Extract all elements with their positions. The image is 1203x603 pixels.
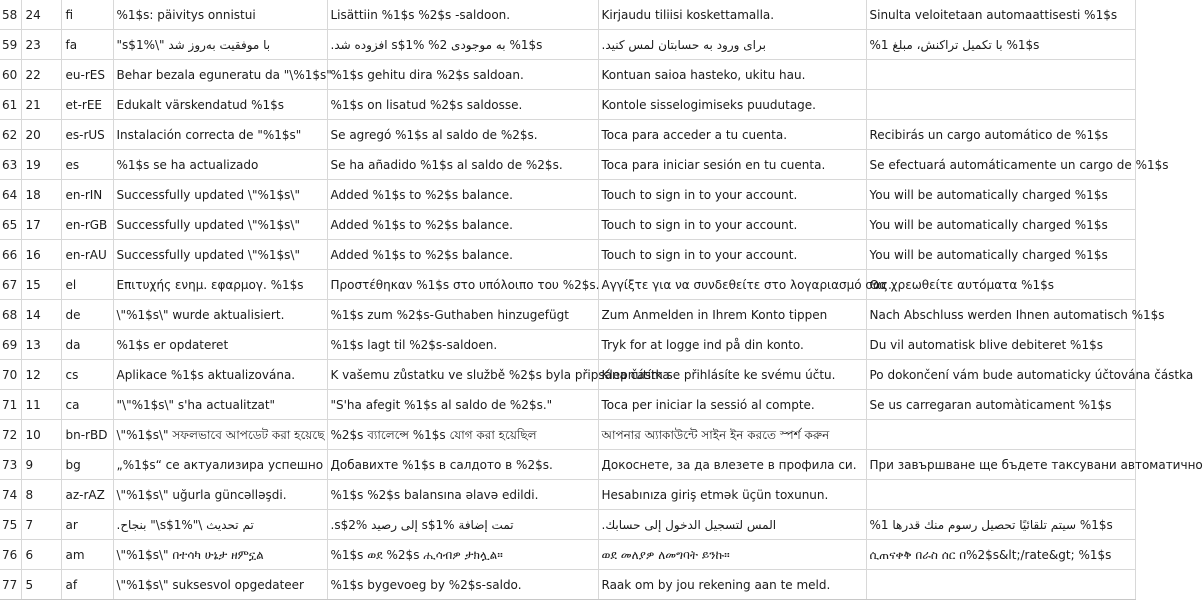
auto-charge-string-cell[interactable]: You will be automatically charged %1$s [866, 180, 1135, 210]
auto-charge-string-cell[interactable] [866, 570, 1135, 600]
sign-in-string-cell[interactable]: Klepnutím se přihlásíte ke svému účtu. [598, 360, 866, 390]
sign-in-string-cell[interactable]: Kirjaudu tiliisi koskettamalla. [598, 0, 866, 30]
id-cell[interactable]: 16 [21, 240, 61, 270]
auto-charge-string-cell[interactable]: При завършване ще бъдете таксувани автоматично [866, 450, 1135, 480]
id-cell[interactable]: 17 [21, 210, 61, 240]
id-cell[interactable]: 14 [21, 300, 61, 330]
update-success-string-cell[interactable]: Successfully updated \"%1$s\" [113, 180, 327, 210]
auto-charge-string-cell[interactable] [866, 420, 1135, 450]
table-row[interactable] [0, 120, 1135, 150]
locale-cell[interactable]: ar [61, 510, 113, 540]
id-cell[interactable]: 18 [21, 180, 61, 210]
balance-added-string-cell[interactable]: Se agregó %1$s al saldo de %2$s. [327, 120, 598, 150]
row-number-cell[interactable]: 70 [0, 360, 21, 390]
auto-charge-string-cell[interactable]: Nach Abschluss werden Ihnen automatisch %1$s [866, 300, 1135, 330]
update-success-string-cell[interactable]: با موفقیت به‌روز شد "\%1$s" [113, 30, 327, 60]
id-cell[interactable]: 6 [21, 540, 61, 570]
sign-in-string-cell[interactable]: Toca para iniciar sesión en tu cuenta. [598, 150, 866, 180]
row-number-cell[interactable]: 71 [0, 390, 21, 420]
row-number-cell[interactable]: 74 [0, 480, 21, 510]
table-row[interactable] [0, 270, 1135, 300]
update-success-string-cell[interactable]: Aplikace %1$s aktualizována. [113, 360, 327, 390]
balance-added-string-cell[interactable]: %1$s به موجودی 2% %1$s افزوده شد. [327, 30, 598, 60]
locale-cell[interactable]: eu-rES [61, 60, 113, 90]
auto-charge-string-cell[interactable]: Se us carregaran automàticament %1$s [866, 390, 1135, 420]
locale-cell[interactable]: el [61, 270, 113, 300]
locale-cell[interactable]: am [61, 540, 113, 570]
auto-charge-string-cell[interactable]: Po dokončení vám bude automaticky účtována částka [866, 360, 1135, 390]
table-row[interactable] [0, 420, 1135, 450]
balance-added-string-cell[interactable]: تمت إضافة %1$s إلى رصيد %2$s. [327, 510, 598, 540]
update-success-string-cell[interactable]: \"%1$s\" uğurla güncəlləşdi. [113, 480, 327, 510]
balance-added-string-cell[interactable]: Se ha añadido %1$s al saldo de %2$s. [327, 150, 598, 180]
balance-added-string-cell[interactable]: %1$s zum %2$s-Guthaben hinzugefügt [327, 300, 598, 330]
table-row[interactable] [0, 330, 1135, 360]
id-cell[interactable]: 13 [21, 330, 61, 360]
auto-charge-string-cell[interactable] [866, 480, 1135, 510]
auto-charge-string-cell[interactable]: Recibirás un cargo automático de %1$s [866, 120, 1135, 150]
locale-cell[interactable]: fi [61, 0, 113, 30]
id-cell[interactable]: 21 [21, 90, 61, 120]
locale-cell[interactable]: de [61, 300, 113, 330]
sign-in-string-cell[interactable]: Raak om by jou rekening aan te meld. [598, 570, 866, 600]
table-row[interactable] [0, 540, 1135, 570]
update-success-string-cell[interactable]: %1$s: päivitys onnistui [113, 0, 327, 30]
row-number-cell[interactable]: 77 [0, 570, 21, 600]
balance-added-string-cell[interactable]: Lisättiin %1$s %2$s -saldoon. [327, 0, 598, 30]
update-success-string-cell[interactable]: Instalación correcta de "%1$s" [113, 120, 327, 150]
row-number-cell[interactable]: 73 [0, 450, 21, 480]
id-cell[interactable]: 7 [21, 510, 61, 540]
row-number-cell[interactable]: 61 [0, 90, 21, 120]
locale-cell[interactable]: en-rAU [61, 240, 113, 270]
table-row[interactable] [0, 0, 1135, 30]
locale-cell[interactable]: bn-rBD [61, 420, 113, 450]
locale-cell[interactable]: es-rUS [61, 120, 113, 150]
balance-added-string-cell[interactable]: Προστέθηκαν %1$s στο υπόλοιπο του %2$s. [327, 270, 598, 300]
auto-charge-string-cell[interactable] [866, 60, 1135, 90]
id-cell[interactable]: 9 [21, 450, 61, 480]
sign-in-string-cell[interactable]: Touch to sign in to your account. [598, 180, 866, 210]
table-row[interactable] [0, 150, 1135, 180]
id-cell[interactable]: 11 [21, 390, 61, 420]
row-number-cell[interactable]: 58 [0, 0, 21, 30]
update-success-string-cell[interactable]: Successfully updated \"%1$s\" [113, 240, 327, 270]
locale-cell[interactable]: da [61, 330, 113, 360]
balance-added-string-cell[interactable]: "S'ha afegit %1$s al saldo de %2$s." [327, 390, 598, 420]
sign-in-string-cell[interactable]: ወደ መለያዎ ለመግባት ይንኩ። [598, 540, 866, 570]
id-cell[interactable]: 10 [21, 420, 61, 450]
table-row[interactable] [0, 300, 1135, 330]
sign-in-string-cell[interactable]: Touch to sign in to your account. [598, 210, 866, 240]
row-number-cell[interactable]: 66 [0, 240, 21, 270]
balance-added-string-cell[interactable]: %2$s ব্যালেন্সে %1$s যোগ করা হয়েছিল [327, 420, 598, 450]
update-success-string-cell[interactable]: \"%1$s\" wurde aktualisiert. [113, 300, 327, 330]
balance-added-string-cell[interactable]: %1$s ወደ %2$s ሒሳብዎ ታክሏል። [327, 540, 598, 570]
auto-charge-string-cell[interactable]: %1$s با تکمیل تراکنش، مبلغ 1% [866, 30, 1135, 60]
balance-added-string-cell[interactable]: Добавихте %1$s в салдото в %2$s. [327, 450, 598, 480]
table-row[interactable] [0, 510, 1135, 540]
auto-charge-string-cell[interactable] [866, 90, 1135, 120]
id-cell[interactable]: 15 [21, 270, 61, 300]
update-success-string-cell[interactable]: \"%1$s\" suksesvol opgedateer [113, 570, 327, 600]
sign-in-string-cell[interactable]: Докоснете, за да влезете в профила си. [598, 450, 866, 480]
sign-in-string-cell[interactable]: Zum Anmelden in Ihrem Konto tippen [598, 300, 866, 330]
locale-cell[interactable]: az-rAZ [61, 480, 113, 510]
locale-cell[interactable]: et-rEE [61, 90, 113, 120]
update-success-string-cell[interactable]: "\"%1$s\" s'ha actualitzat" [113, 390, 327, 420]
update-success-string-cell[interactable]: Edukalt värskendatud %1$s [113, 90, 327, 120]
table-row[interactable] [0, 30, 1135, 60]
auto-charge-string-cell[interactable]: Du vil automatisk blive debiteret %1$s [866, 330, 1135, 360]
sign-in-string-cell[interactable]: Kontuan saioa hasteko, ukitu hau. [598, 60, 866, 90]
locale-cell[interactable]: cs [61, 360, 113, 390]
balance-added-string-cell[interactable]: %1$s bygevoeg by %2$s-saldo. [327, 570, 598, 600]
table-row[interactable] [0, 210, 1135, 240]
auto-charge-string-cell[interactable]: Θα χρεωθείτε αυτόματα %1$s [866, 270, 1135, 300]
id-cell[interactable]: 24 [21, 0, 61, 30]
id-cell[interactable]: 20 [21, 120, 61, 150]
sign-in-string-cell[interactable]: Tryk for at logge ind på din konto. [598, 330, 866, 360]
auto-charge-string-cell[interactable]: You will be automatically charged %1$s [866, 210, 1135, 240]
auto-charge-string-cell[interactable]: Sinulta veloitetaan automaattisesti %1$s [866, 0, 1135, 30]
balance-added-string-cell[interactable]: %1$s %2$s balansına əlavə edildi. [327, 480, 598, 510]
sign-in-string-cell[interactable]: Toca per iniciar la sessió al compte. [598, 390, 866, 420]
row-number-cell[interactable]: 68 [0, 300, 21, 330]
sign-in-string-cell[interactable]: Touch to sign in to your account. [598, 240, 866, 270]
row-number-cell[interactable]: 75 [0, 510, 21, 540]
locale-cell[interactable]: es [61, 150, 113, 180]
balance-added-string-cell[interactable]: Added %1$s to %2$s balance. [327, 180, 598, 210]
sign-in-string-cell[interactable]: برای ورود به حسابتان لمس کنید. [598, 30, 866, 60]
update-success-string-cell[interactable]: %1$s se ha actualizado [113, 150, 327, 180]
update-success-string-cell[interactable]: „%1$s“ се актуализира успешно [113, 450, 327, 480]
table-row[interactable] [0, 480, 1135, 510]
balance-added-string-cell[interactable]: K vašemu zůstatku ve službě %2$s byla připsána částka [327, 360, 598, 390]
sign-in-string-cell[interactable]: Αγγίξτε για να συνδεθείτε στο λογαριασμό σας. [598, 270, 866, 300]
row-number-cell[interactable]: 72 [0, 420, 21, 450]
id-cell[interactable]: 8 [21, 480, 61, 510]
balance-added-string-cell[interactable]: %1$s on lisatud %2$s saldosse. [327, 90, 598, 120]
table-row[interactable] [0, 360, 1135, 390]
update-success-string-cell[interactable]: %1$s er opdateret [113, 330, 327, 360]
id-cell[interactable]: 5 [21, 570, 61, 600]
locale-cell[interactable]: fa [61, 30, 113, 60]
update-success-string-cell[interactable]: Successfully updated \"%1$s\" [113, 210, 327, 240]
row-number-cell[interactable]: 64 [0, 180, 21, 210]
sign-in-string-cell[interactable]: Kontole sisselogimiseks puudutage. [598, 90, 866, 120]
sign-in-string-cell[interactable]: المس لتسجيل الدخول إلى حسابك. [598, 510, 866, 540]
sign-in-string-cell[interactable]: Toca para acceder a tu cuenta. [598, 120, 866, 150]
table-row[interactable] [0, 240, 1135, 270]
table-row[interactable] [0, 390, 1135, 420]
auto-charge-string-cell[interactable]: You will be automatically charged %1$s [866, 240, 1135, 270]
row-number-cell[interactable]: 62 [0, 120, 21, 150]
locale-cell[interactable]: en-rIN [61, 180, 113, 210]
id-cell[interactable]: 22 [21, 60, 61, 90]
locale-cell[interactable]: en-rGB [61, 210, 113, 240]
balance-added-string-cell[interactable]: Added %1$s to %2$s balance. [327, 240, 598, 270]
locale-cell[interactable]: bg [61, 450, 113, 480]
table-row[interactable] [0, 90, 1135, 120]
update-success-string-cell[interactable]: تم تحديث \"%1$s\" بنجاح. [113, 510, 327, 540]
update-success-string-cell[interactable]: \"%1$s\" በተሳካ ሁኔታ ዘምኗል [113, 540, 327, 570]
update-success-string-cell[interactable]: Επιτυχής ενημ. εφαρμογ. %1$s [113, 270, 327, 300]
row-number-cell[interactable]: 76 [0, 540, 21, 570]
id-cell[interactable]: 19 [21, 150, 61, 180]
table-row[interactable] [0, 180, 1135, 210]
row-number-cell[interactable]: 60 [0, 60, 21, 90]
balance-added-string-cell[interactable]: Added %1$s to %2$s balance. [327, 210, 598, 240]
row-number-cell[interactable]: 59 [0, 30, 21, 60]
update-success-string-cell[interactable]: Behar bezala eguneratu da "\%1$s" [113, 60, 327, 90]
id-cell[interactable]: 12 [21, 360, 61, 390]
row-number-cell[interactable]: 63 [0, 150, 21, 180]
table-row[interactable] [0, 60, 1135, 90]
table-row[interactable] [0, 450, 1135, 480]
sign-in-string-cell[interactable]: Hesabınıza giriş etmək üçün toxunun. [598, 480, 866, 510]
row-number-cell[interactable]: 65 [0, 210, 21, 240]
auto-charge-string-cell[interactable]: Se efectuará automáticamente un cargo de %1$s [866, 150, 1135, 180]
table-row[interactable] [0, 570, 1135, 600]
sign-in-string-cell[interactable]: আপনার অ্যাকাউন্টে সাইন ইন করতে স্পর্শ করুন [598, 420, 866, 450]
row-number-cell[interactable]: 69 [0, 330, 21, 360]
balance-added-string-cell[interactable]: %1$s lagt til %2$s-saldoen. [327, 330, 598, 360]
auto-charge-string-cell[interactable]: %1$s سيتم تلقائيًا تحصيل رسوم منك قدرها 1% [866, 510, 1135, 540]
id-cell[interactable]: 23 [21, 30, 61, 60]
locale-cell[interactable]: af [61, 570, 113, 600]
balance-added-string-cell[interactable]: %1$s gehitu dira %2$s saldoan. [327, 60, 598, 90]
locale-cell[interactable]: ca [61, 390, 113, 420]
auto-charge-string-cell[interactable]: ሲጠናቀቅ በራስ ሰር በ%2$s&lt;/rate&gt; %1$s [866, 540, 1135, 570]
row-number-cell[interactable]: 67 [0, 270, 21, 300]
update-success-string-cell[interactable]: \"%1$s\" সফলভাবে আপডেট করা হয়েছে [113, 420, 327, 450]
